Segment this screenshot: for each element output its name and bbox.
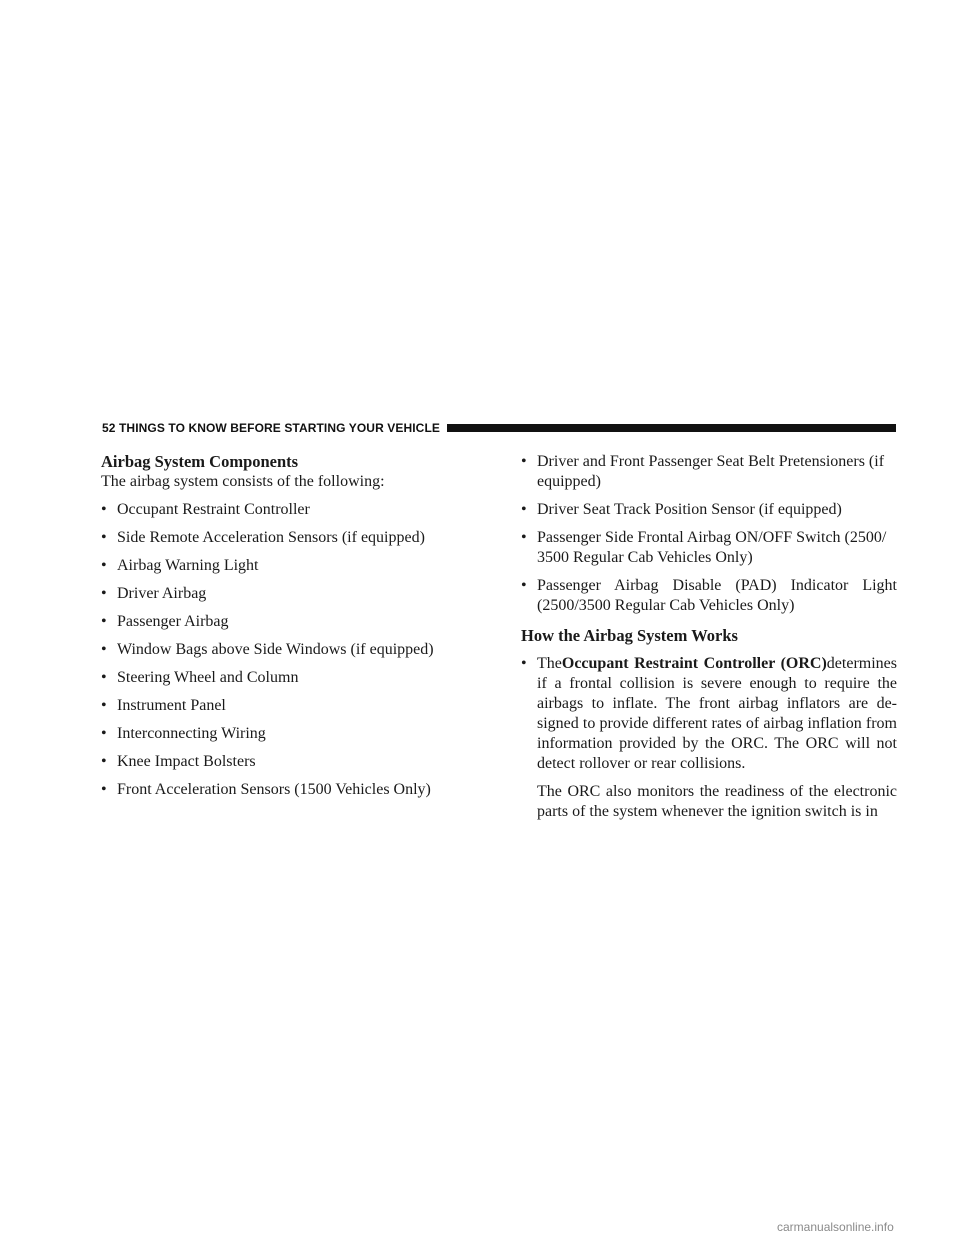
header-rule bbox=[447, 424, 896, 432]
list-item: • Side Remote Acceleration Sensors (if equipped) bbox=[101, 529, 425, 546]
bullet-icon: • bbox=[521, 655, 527, 672]
page-header-text bbox=[102, 421, 440, 435]
bullet-icon: • bbox=[101, 529, 107, 546]
bullet-icon: • bbox=[101, 585, 107, 602]
list-item: • Airbag Warning Light bbox=[101, 557, 259, 574]
bullet-icon: • bbox=[101, 669, 107, 686]
list-item: • Steering Wheel and Column bbox=[101, 669, 299, 686]
bullet-icon: • bbox=[521, 501, 527, 518]
left-column bbox=[101, 452, 471, 800]
bullet-icon: • bbox=[101, 781, 107, 798]
list-item: • Front Acceleration Sensors (1500 Vehicles Only) bbox=[101, 781, 431, 798]
right-column bbox=[521, 452, 897, 822]
components-intro: The airbag system consists of the following: bbox=[101, 473, 385, 490]
list-item: • Driver Seat Track Position Sensor (if equipped) bbox=[521, 501, 842, 518]
orc-readiness-paragraph: The ORC also monitors the readiness of the electronic parts of the system whenever the ignition switch is in bbox=[537, 783, 897, 820]
bullet-icon: • bbox=[521, 577, 527, 594]
list-item: • Passenger Airbag Disable (PAD) Indicator Light (2500/3500 Regular Cab Vehicles Only) bbox=[521, 577, 897, 614]
bullet-icon: • bbox=[101, 725, 107, 742]
components-list bbox=[101, 500, 471, 800]
page-header bbox=[102, 421, 896, 435]
list-item: • Knee Impact Bolsters bbox=[101, 753, 256, 770]
watermark: carmanualsonline.info bbox=[777, 1220, 894, 1234]
bullet-icon: • bbox=[101, 641, 107, 658]
components-heading: Airbag System Components bbox=[101, 452, 299, 471]
bullet-icon: • bbox=[101, 613, 107, 630]
list-item: • Instrument Panel bbox=[101, 697, 226, 714]
orc-term: Occupant Restraint Controller (ORC) bbox=[561, 655, 827, 672]
list-item: • Occupant Restraint Controller bbox=[101, 501, 310, 518]
works-heading: How the Airbag System Works bbox=[521, 626, 738, 645]
list-item: • Passenger Side Frontal Airbag ON/OFF Switch (2500/ 3500 Regular Cab Vehicles Only) bbox=[521, 529, 887, 566]
works-list bbox=[521, 654, 897, 774]
list-item: • Interconnecting Wiring bbox=[101, 725, 266, 742]
section-title: THINGS TO KNOW BEFORE STARTING YOUR VEHICLE bbox=[119, 421, 440, 435]
list-item: • Driver Airbag bbox=[101, 585, 207, 602]
bullet-icon: • bbox=[101, 501, 107, 518]
bullet-icon: • bbox=[101, 557, 107, 574]
list-item: • Driver and Front Passenger Seat Belt Pretensioners (if equipped) bbox=[521, 453, 885, 490]
bullet-icon: • bbox=[101, 697, 107, 714]
list-item: • Passenger Airbag bbox=[101, 613, 229, 630]
bullet-icon: • bbox=[521, 529, 527, 546]
bullet-icon: • bbox=[521, 453, 527, 470]
list-item: • Window Bags above Side Windows (if equipped) bbox=[101, 641, 434, 658]
list-item: • TheOccupant Restraint Controller (ORC)determines if a frontal collision is severe enough to require the airbags to inflate. The front airbag inflators are de-signed to provide different rates of airbag inflation from information provided by the ORC. The ORC will not detect rollover or rear collisions. bbox=[521, 655, 897, 772]
pretensioner-list bbox=[521, 452, 897, 616]
bullet-icon: • bbox=[101, 753, 107, 770]
page-number: 52 bbox=[102, 421, 116, 435]
